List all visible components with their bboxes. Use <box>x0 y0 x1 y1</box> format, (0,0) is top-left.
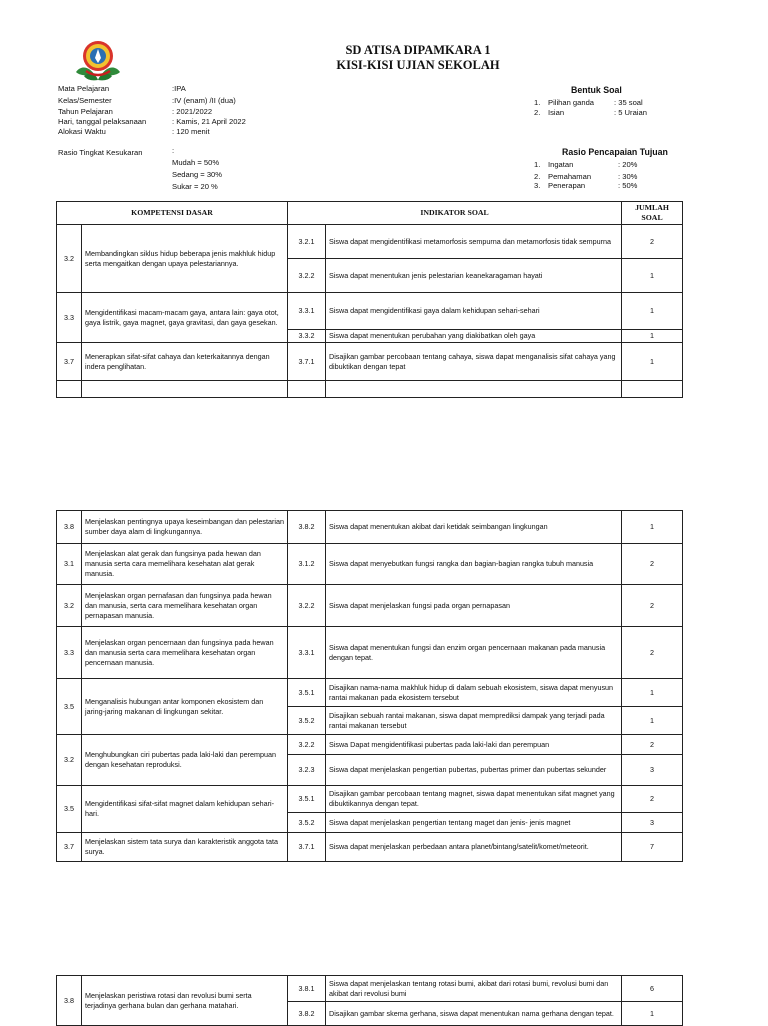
question-count: 1 <box>622 259 683 293</box>
indicator-number: 3.5.2 <box>288 813 326 833</box>
header-jumlah-soal: JUMLAH SOAL <box>622 202 683 225</box>
indicator-text: Siswa dapat menentukan fungsi dan enzim organ pencernaan makanan pada manusia dengan tepat. <box>326 627 622 679</box>
question-format-title: Bentuk Soal <box>571 85 622 95</box>
indicator-number: 3.5.1 <box>288 679 326 707</box>
format-num: 2. <box>534 108 541 117</box>
table-row <box>57 293 683 330</box>
indicator-text: Disajikan gambar skema gerhana, siswa dapat menentukan nama gerhana dengan tepat. <box>326 1002 622 1026</box>
indicator-number: 3.5.1 <box>288 786 326 813</box>
kd-text: Menjelaskan sistem tata surya dan karakteristik anggota tata surya. <box>82 833 288 862</box>
kisi-table-1 <box>56 201 683 398</box>
difficulty-item: Sukar = 20 % <box>172 182 218 191</box>
indicator-number: 3.2.3 <box>288 755 326 786</box>
kd-number: 3.2 <box>57 735 82 786</box>
info-label: Kelas/Semester <box>58 96 112 105</box>
question-count: 6 <box>622 976 683 1002</box>
table-row <box>57 511 683 544</box>
indicator-text: Disajikan sebuah rantai makanan, siswa dapat memprediksi dampak yang terjadi pada rantai makanan tersebut <box>326 707 622 735</box>
indicator-text: Siswa dapat mengidentifikasi gaya dalam kehidupan sehari-sehari <box>326 293 622 330</box>
table-row <box>57 544 683 585</box>
kd-number: 3.5 <box>57 679 82 735</box>
indicator-text: Siswa dapat menjelaskan perbedaan antara planet/bintang/satelit/komet/meteorit. <box>326 833 622 862</box>
indicator-number: 3.3.2 <box>288 330 326 343</box>
document-title: KISI-KISI UJIAN SEKOLAH <box>336 58 500 72</box>
indicator-text: Siswa dapat menjelaskan pengertian pubertas, pubertas primer dan pubertas sekunder <box>326 755 622 786</box>
question-count: 1 <box>622 1002 683 1026</box>
table-row <box>57 225 683 259</box>
kd-text: Menjelaskan organ pencernaan dan fungsinya pada hewan dan manusia serta cara memelihara kesehatan organ pencernaan manusia. <box>82 627 288 679</box>
indicator-number: 3.2.2 <box>288 585 326 627</box>
indicator-text: Siswa dapat menjelaskan tentang rotasi bumi, akibat dari rotasi bumi, revolusi bumi dan akibat dari revolusi bumi <box>326 976 622 1002</box>
info-value: : Kamis, 21 April 2022 <box>172 117 246 126</box>
kd-text: Mengidentifikasi sifat-sifat magnet dalam kehidupan sehari-hari. <box>82 786 288 833</box>
table-row <box>57 679 683 707</box>
info-value: :IPA <box>172 84 186 93</box>
indicator-number: 3.2.2 <box>288 735 326 755</box>
kd-number: 3.8 <box>57 976 82 1026</box>
school-name: SD ATISA DIPAMKARA 1 <box>345 43 491 57</box>
question-count: 2 <box>622 786 683 813</box>
question-count: 1 <box>622 293 683 330</box>
objective-name: Pemahaman <box>548 172 592 181</box>
info-label: Alokasi Waktu <box>58 127 106 136</box>
kd-number: 3.2 <box>57 225 82 293</box>
question-count: 1 <box>622 511 683 544</box>
format-num: 1. <box>534 98 541 107</box>
question-count: 2 <box>622 735 683 755</box>
indicator-number: 3.8.2 <box>288 1002 326 1026</box>
question-count: 7 <box>622 833 683 862</box>
kd-number: 3.1 <box>57 544 82 585</box>
question-count: 1 <box>622 707 683 735</box>
header-kompetensi-dasar: KOMPETENSI DASAR <box>57 202 288 225</box>
indicator-text: Disajikan gambar percobaan tentang cahaya, siswa dapat menganalisis sifat cahaya yang dibuktikan dengan tepat <box>326 343 622 381</box>
question-count: 2 <box>622 225 683 259</box>
kd-text: Mengidentifikasi macam-macam gaya, antara lain: gaya otot, gaya listrik, gaya magnet, gaya gravitasi, dan gaya gesekan. <box>82 293 288 343</box>
kd-number: 3.5 <box>57 786 82 833</box>
table-row-empty <box>57 381 683 398</box>
kd-text: Membandingkan siklus hidup beberapa jenis makhluk hidup serta mengaitkan dengan upaya pelestariannya. <box>82 225 288 293</box>
indicator-number: 3.3.1 <box>288 293 326 330</box>
format-value: : 35 soal <box>614 98 643 107</box>
objective-name: Penerapan <box>548 181 586 190</box>
indicator-text: Disajikan nama-nama makhluk hidup di dalam sebuah ekosistem, siswa dapat menyusun rantai makanan pada ekosistem tersebut <box>326 679 622 707</box>
kd-number: 3.3 <box>57 293 82 343</box>
indicator-text: Siswa dapat mengidentifikasi metamorfosis sempurna dan metamorfosis tidak sempurna <box>326 225 622 259</box>
format-name: Pilihan ganda <box>548 98 595 107</box>
table-row <box>57 343 683 381</box>
question-count: 2 <box>622 585 683 627</box>
indicator-text: Disajikan gambar percobaan tentang magnet, siswa dapat menentukan sifat magnet yang dibuktikannya dengan tepat. <box>326 786 622 813</box>
kisi-table-2 <box>56 510 683 862</box>
question-count: 1 <box>622 343 683 381</box>
indicator-text: Siswa dapat menentukan jenis pelestarian keanekaragaman hayati <box>326 259 622 293</box>
kd-text: Menganalisis hubungan antar komponen ekosistem dan jaring-jaring makanan di lingkungan sekitar. <box>82 679 288 735</box>
question-count: 1 <box>622 330 683 343</box>
table-row <box>57 833 683 862</box>
kd-number: 3.7 <box>57 833 82 862</box>
difficulty-item: Mudah = 50% <box>172 158 220 167</box>
objective-name: Ingatan <box>548 160 574 169</box>
objective-num: 3. <box>534 181 541 190</box>
objective-ratio-title: Rasio Pencapaian Tujuan <box>562 147 668 157</box>
indicator-text: Siswa dapat menentukan akibat dari ketidak seimbangan lingkungan <box>326 511 622 544</box>
format-name: Isian <box>548 108 565 117</box>
indicator-number: 3.7.1 <box>288 343 326 381</box>
indicator-text: Siswa dapat menjelaskan pengertian tentang maget dan jenis- jenis magnet <box>326 813 622 833</box>
header-indikator-soal: INDIKATOR SOAL <box>288 202 622 225</box>
table-row <box>57 627 683 679</box>
indicator-number: 3.7.1 <box>288 833 326 862</box>
indicator-text: Siswa dapat menjelaskan fungsi pada organ pernapasan <box>326 585 622 627</box>
kd-number: 3.8 <box>57 511 82 544</box>
indicator-number: 3.8.1 <box>288 976 326 1002</box>
info-label: Hari, tanggal pelaksanaan <box>58 117 147 126</box>
question-count: 2 <box>622 544 683 585</box>
objective-value: : 50% <box>618 181 638 190</box>
difficulty-item: Sedang = 30% <box>172 170 223 179</box>
info-label: Tahun Pelajaran <box>58 107 113 116</box>
info-value: :IV (enam) /II (dua) <box>172 96 236 105</box>
school-crest-icon <box>72 38 124 84</box>
table-row <box>57 735 683 755</box>
format-value: : 5 Uraian <box>614 108 647 117</box>
difficulty-colon: : <box>172 146 175 155</box>
info-label: Mata Pelajaran <box>58 84 110 93</box>
kd-number: 3.3 <box>57 627 82 679</box>
info-value: : 2021/2022 <box>172 107 213 116</box>
kd-text: Menjelaskan alat gerak dan fungsinya pada hewan dan manusia serta cara memelihara kesehatan alat gerak manusia. <box>82 544 288 585</box>
difficulty-label: Rasio Tingkat Kesukaran <box>58 148 143 157</box>
table-row <box>57 976 683 1002</box>
school-logo <box>72 38 124 84</box>
kd-number: 3.2 <box>57 585 82 627</box>
kd-number: 3.7 <box>57 343 82 381</box>
info-value: : 120 menit <box>172 127 210 136</box>
indicator-text: Siswa Dapat mengidentifikasi pubertas pada laki-laki dan perempuan <box>326 735 622 755</box>
kd-text: Menjelaskan organ pernafasan dan fungsinya pada hewan dan manusia, serta cara memelihara kesehatan organ pernapasan manusia. <box>82 585 288 627</box>
indicator-text: Siswa dapat menyebutkan fungsi rangka dan bagian-bagian rangka tubuh manusia <box>326 544 622 585</box>
indicator-number: 3.3.1 <box>288 627 326 679</box>
kd-text: Menerapkan sifat-sifat cahaya dan keterkaitannya dengan indera penglihatan. <box>82 343 288 381</box>
indicator-text: Siswa dapat menentukan perubahan yang diakibatkan oleh gaya <box>326 330 622 343</box>
objective-num: 1. <box>534 160 541 169</box>
table-header-row <box>57 202 683 225</box>
question-count: 2 <box>622 627 683 679</box>
indicator-number: 3.1.2 <box>288 544 326 585</box>
table-row <box>57 786 683 813</box>
indicator-number: 3.8.2 <box>288 511 326 544</box>
objective-value: : 20% <box>618 160 638 169</box>
table-row <box>57 585 683 627</box>
objective-value: : 30% <box>618 172 638 181</box>
kd-text: Menjelaskan peristiwa rotasi dan revolusi bumi serta terjadinya gerhana bulan dan gerhana matahari. <box>82 976 288 1026</box>
indicator-number: 3.5.2 <box>288 707 326 735</box>
indicator-number: 3.2.1 <box>288 225 326 259</box>
question-count: 3 <box>622 755 683 786</box>
objective-num: 2. <box>534 172 541 181</box>
question-count: 1 <box>622 679 683 707</box>
question-count: 3 <box>622 813 683 833</box>
kd-text: Menjelaskan pentingnya upaya keseimbangan dan pelestarian sumber daya alam di lingkungannya. <box>82 511 288 544</box>
indicator-number: 3.2.2 <box>288 259 326 293</box>
kd-text: Menghubungkan ciri pubertas pada laki-laki dan perempuan dengan kesehatan reproduksi. <box>82 735 288 786</box>
kisi-table-3 <box>56 975 683 1026</box>
